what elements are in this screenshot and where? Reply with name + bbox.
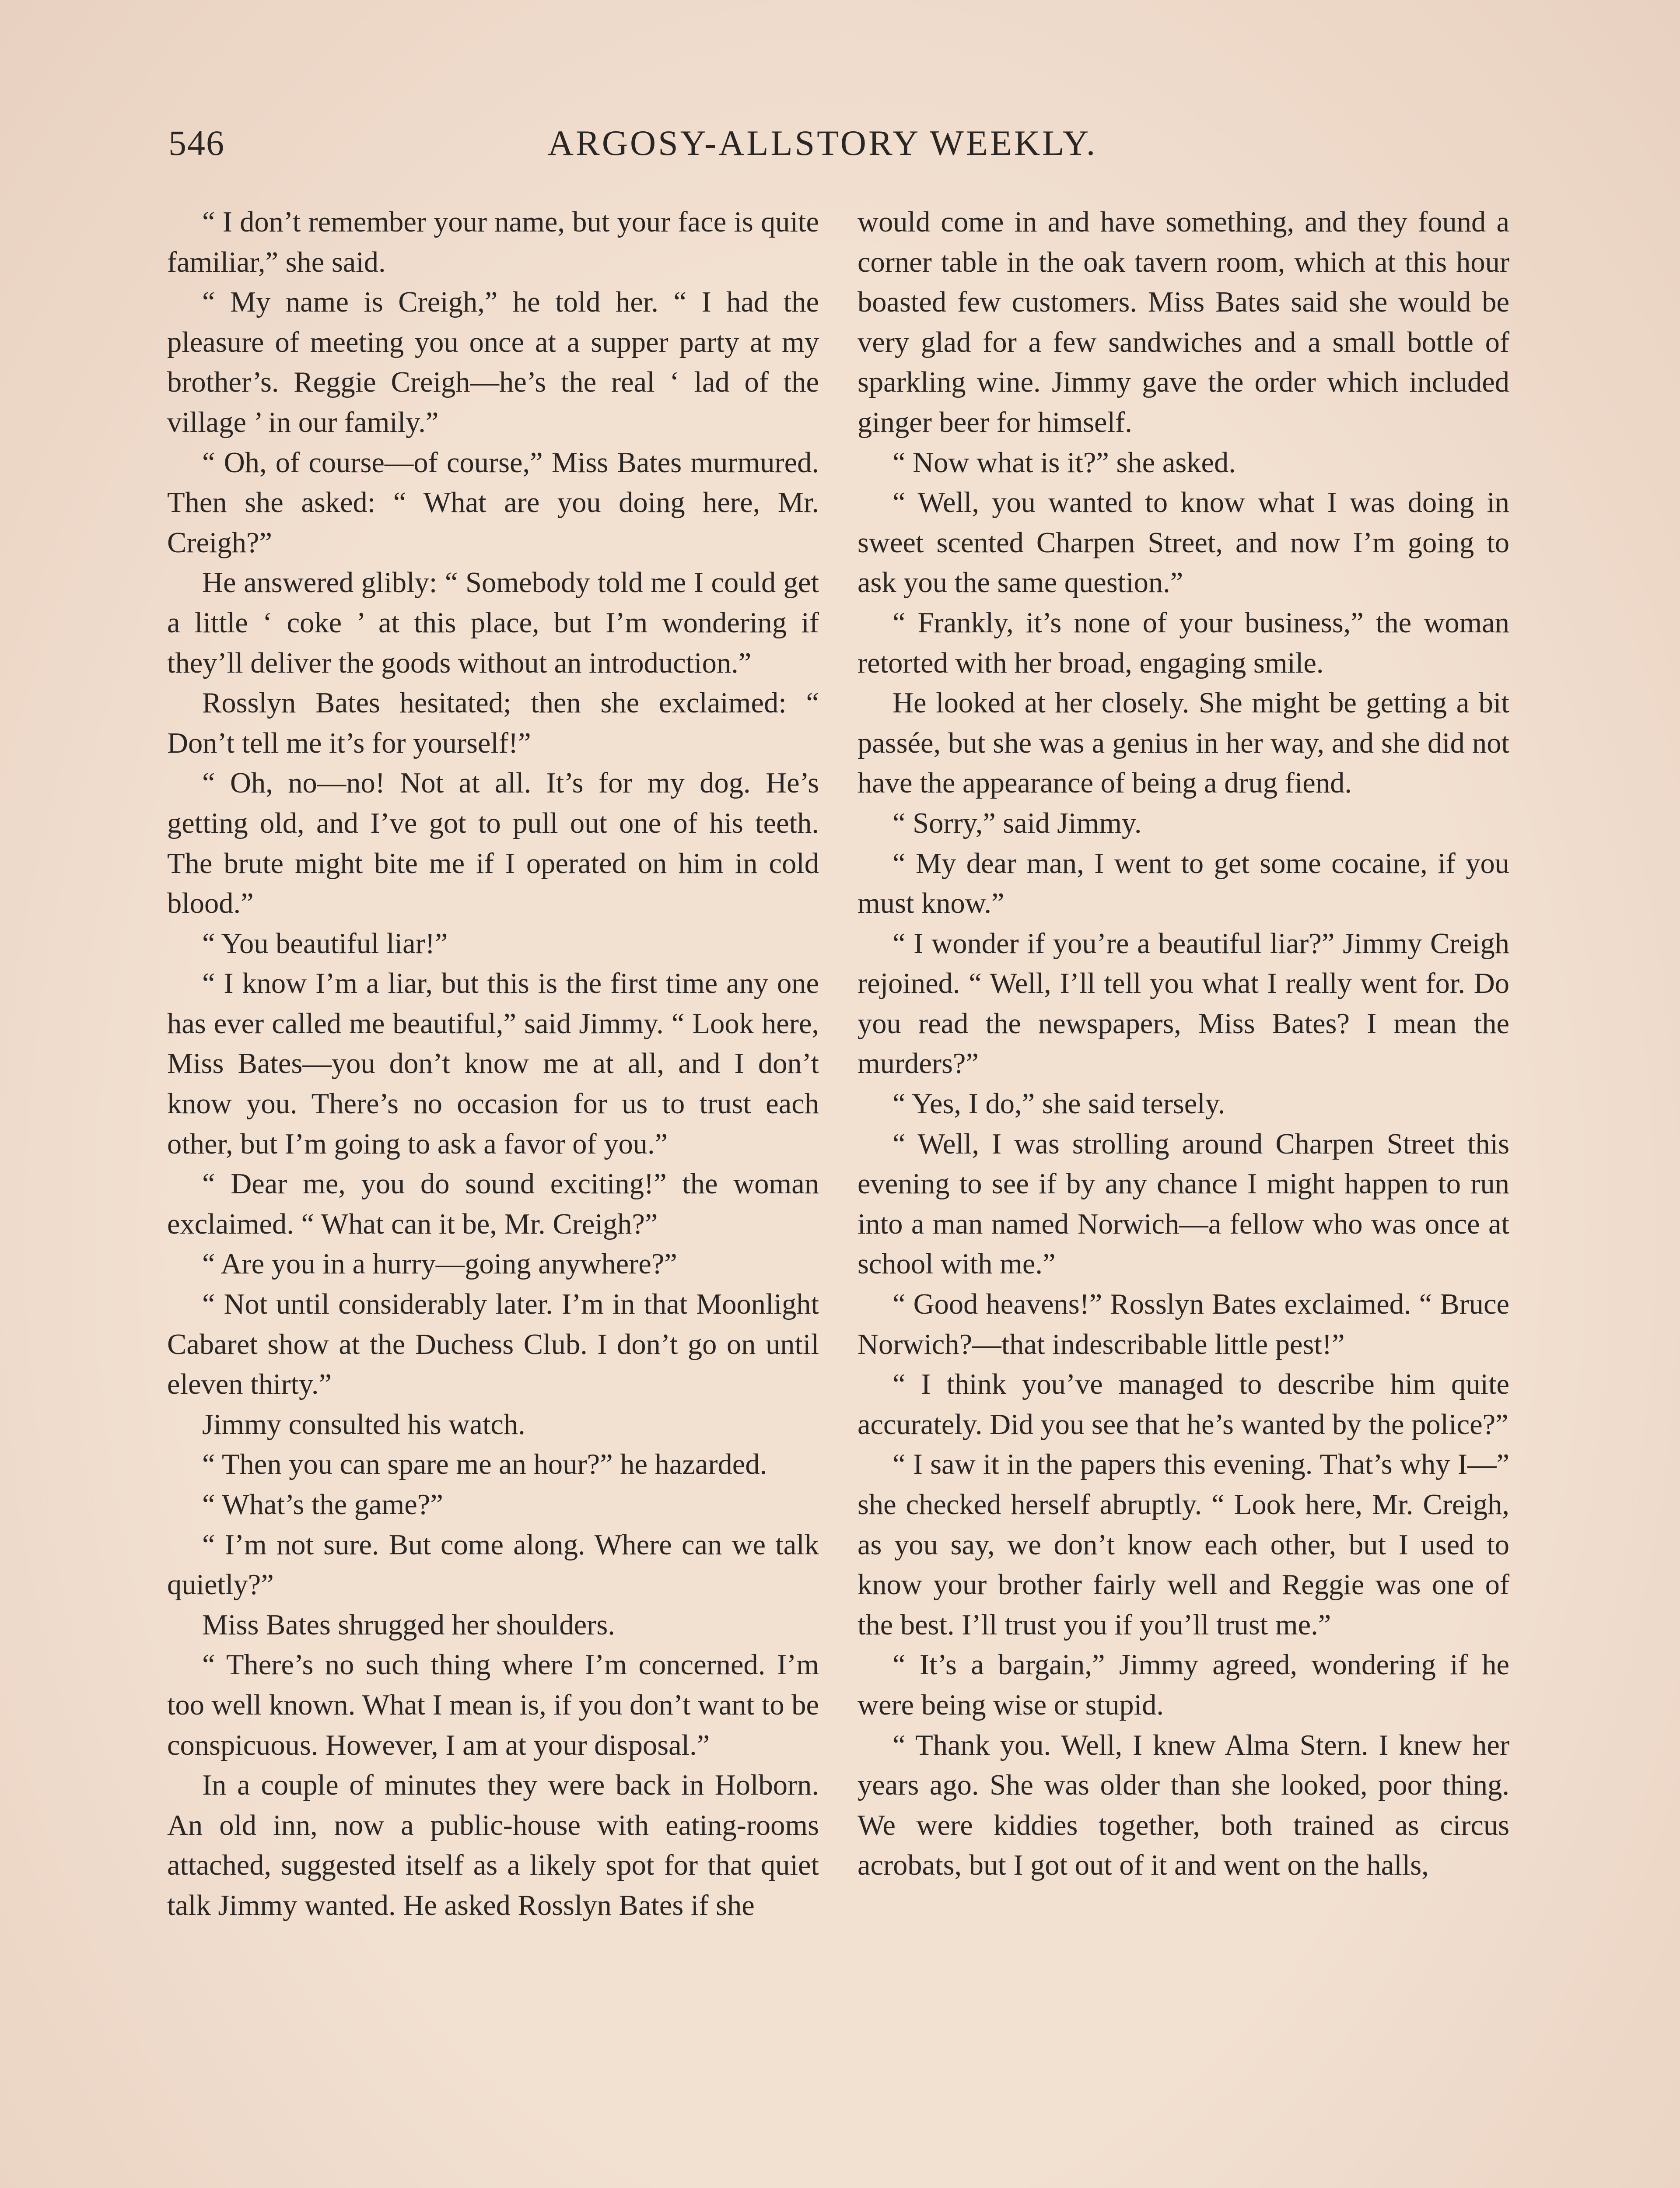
paragraph: “ Well, you wanted to know what I was doing in sweet scented Charpen Street, and now I’m going to ask you the same question.” <box>858 487 1509 599</box>
paragraph: “ Then you can spare me an hour?” he hazarded. <box>202 1448 767 1481</box>
paragraph: “ Not until considerably later. I’m in that Moonlight Cabaret show at the Duchess Club. I don’t go on until eleven thirty.” <box>167 1288 819 1401</box>
paragraph: “ I think you’ve managed to describe him quite accurately. Did you see that he’s wanted by the police?” <box>858 1368 1509 1441</box>
page-header <box>168 123 1477 171</box>
paragraph: “ Now what is it?” she asked. <box>892 446 1236 479</box>
paragraph: “ I saw it in the papers this evening. That’s why I—” she checked herself abruptly. “ Look here, Mr. Creigh, as you say, we don’t know each other, but I used to know your brother fairly well and Reggie was one of the best. I’ll trust you if you’ll trust me.” <box>858 1448 1509 1641</box>
paragraph: “ Well, I was strolling around Charpen Street this evening to see if by any chance I might happen to run into a man named Norwich—a fellow who was once at school with me.” <box>858 1128 1509 1280</box>
paragraph: “ Oh, no—no! Not at all. It’s for my dog. He’s getting old, and I’ve got to pull out one of his teeth. The brute might bite me if I operated on him in cold blood.” <box>167 767 819 920</box>
paragraph: “ I don’t remember your name, but your face is quite familiar,” she said. <box>167 206 819 278</box>
paragraph: “ My dear man, I went to get some cocaine, if you must know.” <box>858 847 1509 920</box>
paragraph: “ Are you in a hurry—going anywhere?” <box>202 1248 677 1280</box>
paragraph: would come in and have something, and they found a corner table in the oak tavern room, which at this hour boasted few customers. Miss Bates said she would be very glad for a few sandwiches and a small bottle of sparkling wine. Jimmy gave the order which included ginger beer for himself. <box>858 206 1509 438</box>
paragraph: Jimmy consulted his watch. <box>202 1408 525 1441</box>
right-text-column <box>858 202 1509 1886</box>
paragraph: Miss Bates shrugged her shoulders. <box>202 1609 615 1641</box>
paragraph: In a couple of minutes they were back in Holborn. An old inn, now a public-house with eating-rooms attached, suggested itself as a likely spot for that quiet talk Jimmy wanted. He asked Rosslyn Bates if she <box>167 1769 819 1922</box>
paragraph: “ You beautiful liar!” <box>202 927 448 960</box>
paragraph: “ I know I’m a liar, but this is the first time any one has ever called me beautiful,” said Jimmy. “ Look here, Miss Bates—you don’t know me at all, and I don’t know you. There’s no occasion for us to trust each other, but I’m going to ask a favor of you.” <box>167 968 819 1160</box>
paragraph: “ Good heavens!” Rosslyn Bates exclaimed. “ Bruce Norwich?—that indescribable little pest!” <box>858 1288 1509 1360</box>
paragraph: He looked at her closely. She might be getting a bit passée, but she was a genius in her way, and she did not have the appearance of being a drug fiend. <box>858 687 1509 799</box>
running-title: ARGOSY-ALLSTORY WEEKLY. <box>547 123 1098 163</box>
left-text-column <box>167 202 819 1926</box>
paragraph: “ Sorry,” said Jimmy. <box>892 807 1142 839</box>
paragraph: “ I’m not sure. But come along. Where can we talk quietly?” <box>167 1529 819 1601</box>
paragraph: “ Frankly, it’s none of your business,” the woman retorted with her broad, engaging smile. <box>858 607 1509 679</box>
paragraph: “ My name is Creigh,” he told her. “ I had the pleasure of meeting you once at a supper party at my brother’s. Reggie Creigh—he’s the real ‘ lad of the village ’ in our family.” <box>167 286 819 438</box>
paragraph: “ Oh, of course—of course,” Miss Bates murmured. Then she asked: “ What are you doing here, Mr. Creigh?” <box>167 446 819 559</box>
paragraph: “ There’s no such thing where I’m concerned. I’m too well known. What I mean is, if you don’t want to be conspicuous. However, I am at your disposal.” <box>167 1649 819 1761</box>
paragraph: “ Yes, I do,” she said tersely. <box>892 1088 1225 1120</box>
paragraph: “ I wonder if you’re a beautiful liar?” Jimmy Creigh rejoined. “ Well, I’ll tell you what I really went for. Do you read the newspapers, Miss Bates? I mean the murders?” <box>858 927 1509 1080</box>
paragraph: Rosslyn Bates hesitated; then she exclaimed: “ Don’t tell me it’s for yourself!” <box>167 687 819 759</box>
paragraph: He answered glibly: “ Somebody told me I could get a little ‘ coke ’ at this place, but I’m wondering if they’ll deliver the goods without an introduction.” <box>167 567 819 679</box>
paragraph: “ Thank you. Well, I knew Alma Stern. I knew her years ago. She was older than she looked, poor thing. We were kiddies together, both trained as circus acrobats, but I got out of it and went on the halls, <box>858 1729 1509 1882</box>
paragraph: “ Dear me, you do sound exciting!” the woman exclaimed. “ What can it be, Mr. Creigh?” <box>167 1168 819 1240</box>
paragraph: “ What’s the game?” <box>202 1489 443 1521</box>
paragraph: “ It’s a bargain,” Jimmy agreed, wondering if he were being wise or stupid. <box>858 1649 1509 1721</box>
page-number: 546 <box>168 123 225 163</box>
